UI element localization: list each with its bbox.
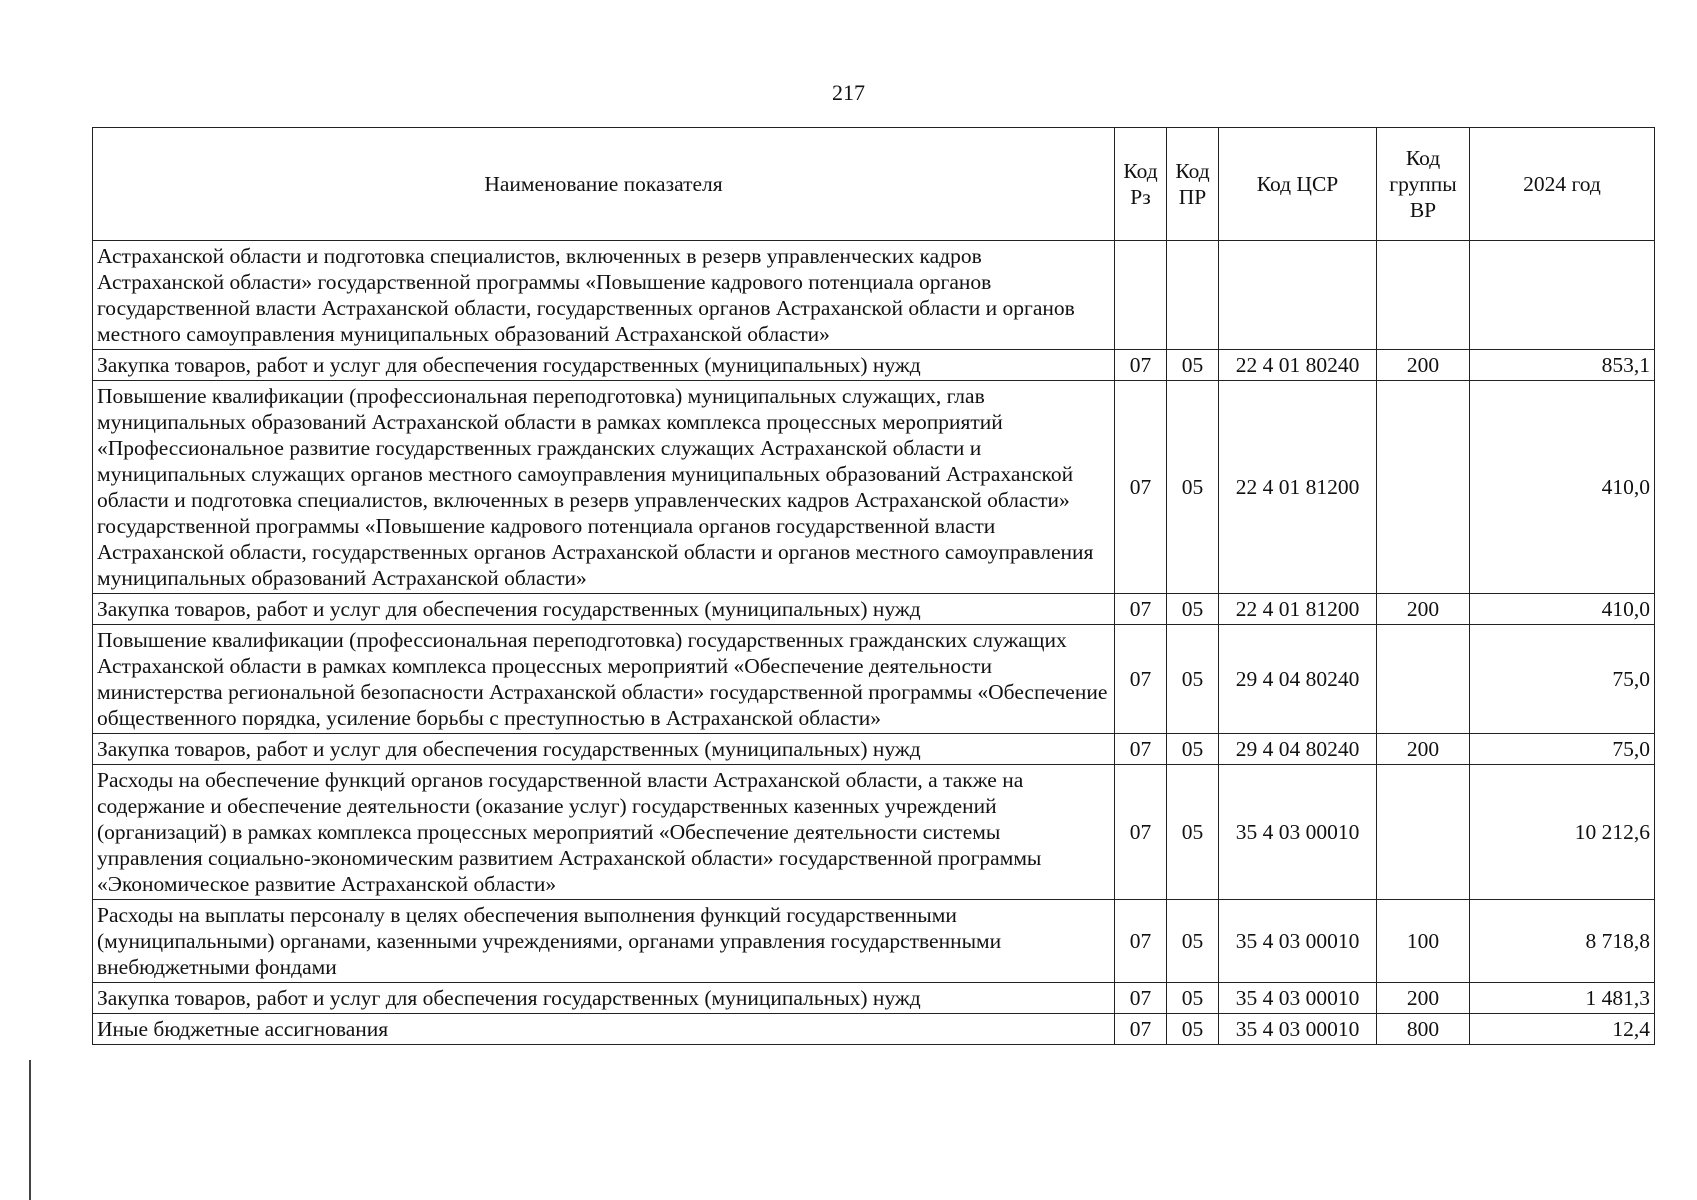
row-amount (1470, 241, 1655, 350)
row-vr: 200 (1377, 734, 1470, 765)
row-amount: 410,0 (1470, 594, 1655, 625)
table-row (93, 625, 1655, 734)
row-csr: 29 4 04 80240 (1219, 734, 1377, 765)
row-amount: 853,1 (1470, 350, 1655, 381)
row-csr: 22 4 01 80240 (1219, 350, 1377, 381)
row-rz: 07 (1115, 350, 1167, 381)
row-name: Повышение квалификации (профессиональная переподготовка) государственных гражданских служащих Астраханской области в рамках комплекса процессных мероприятий «Обеспечение деятельности министерства региональной безопасности Астраханской области» государственной программы «Обеспечение общественного порядка, усиление борьбы с преступностью в Астраханской области» (93, 625, 1115, 734)
row-name: Расходы на выплаты персоналу в целях обеспечения выполнения функций государственными (муниципальными) органами, казенными учреждениями, органами управления государственными внебюджетными фондами (93, 900, 1115, 983)
row-amount: 75,0 (1470, 734, 1655, 765)
row-rz (1115, 241, 1167, 350)
row-vr (1377, 765, 1470, 900)
row-pr: 05 (1167, 983, 1219, 1014)
row-pr: 05 (1167, 1014, 1219, 1045)
row-pr: 05 (1167, 350, 1219, 381)
table-row (93, 983, 1655, 1014)
row-pr: 05 (1167, 765, 1219, 900)
row-rz: 07 (1115, 734, 1167, 765)
row-csr: 35 4 03 00010 (1219, 1014, 1377, 1045)
row-vr (1377, 381, 1470, 594)
row-amount: 75,0 (1470, 625, 1655, 734)
row-rz: 07 (1115, 983, 1167, 1014)
row-amount: 8 718,8 (1470, 900, 1655, 983)
scan-margin-line (29, 1060, 31, 1200)
row-amount: 1 481,3 (1470, 983, 1655, 1014)
row-name: Закупка товаров, работ и услуг для обеспечения государственных (муниципальных) нужд (93, 983, 1115, 1014)
page-number: 217 (832, 80, 865, 105)
table-row (93, 1014, 1655, 1045)
table-row (93, 900, 1655, 983)
row-pr: 05 (1167, 594, 1219, 625)
row-name: Расходы на обеспечение функций органов государственной власти Астраханской области, а также на содержание и обеспечение деятельности (оказание услуг) государственных казенных учреждений (организаций) в рамках комплекса процессных мероприятий «Обеспечение деятельности системы управления социально-экономическим развитием Астраханской области» государственной программы «Экономическое развитие Астраханской области» (93, 765, 1115, 900)
row-rz: 07 (1115, 1014, 1167, 1045)
row-pr (1167, 241, 1219, 350)
row-rz: 07 (1115, 625, 1167, 734)
row-csr: 35 4 03 00010 (1219, 900, 1377, 983)
table-header-row (93, 128, 1655, 241)
row-pr: 05 (1167, 900, 1219, 983)
row-name: Повышение квалификации (профессиональная переподготовка) муниципальных служащих, глав муниципальных образований Астраханской области в рамках комплекса процессных мероприятий «Профессиональное развитие государственных гражданских служащих Астраханской области и муниципальных служащих органов местного самоуправления муниципальных образований Астраханской области и подготовка специалистов, включенных в резерв управленческих кадров Астраханской области» государственной программы «Повышение кадрового потенциала органов государственной власти Астраханской области, государственных органов Астраханской области и органов местного самоуправления муниципальных образований Астраханской области» (93, 381, 1115, 594)
header-pr: Код ПР (1167, 128, 1219, 241)
row-csr (1219, 241, 1377, 350)
table-row (93, 350, 1655, 381)
row-csr: 22 4 01 81200 (1219, 381, 1377, 594)
row-amount: 12,4 (1470, 1014, 1655, 1045)
row-vr: 800 (1377, 1014, 1470, 1045)
row-name: Закупка товаров, работ и услуг для обеспечения государственных (муниципальных) нужд (93, 350, 1115, 381)
row-pr: 05 (1167, 734, 1219, 765)
table-row (93, 594, 1655, 625)
header-vr: Код группы ВР (1377, 128, 1470, 241)
row-vr (1377, 625, 1470, 734)
row-name: Иные бюджетные ассигнования (93, 1014, 1115, 1045)
row-pr: 05 (1167, 381, 1219, 594)
row-name: Закупка товаров, работ и услуг для обеспечения государственных (муниципальных) нужд (93, 594, 1115, 625)
row-name: Астраханской области и подготовка специалистов, включенных в резерв управленческих кадров Астраханской области» государственной программы «Повышение кадрового потенциала органов государственной власти Астраханской области, государственных органов Астраханской области и органов местного самоуправления муниципальных образований Астраханской области» (93, 241, 1115, 350)
row-vr (1377, 241, 1470, 350)
row-vr: 200 (1377, 983, 1470, 1014)
row-name: Закупка товаров, работ и услуг для обеспечения государственных (муниципальных) нужд (93, 734, 1115, 765)
row-csr: 35 4 03 00010 (1219, 765, 1377, 900)
row-rz: 07 (1115, 594, 1167, 625)
row-amount: 10 212,6 (1470, 765, 1655, 900)
table-row (93, 381, 1655, 594)
table-row (93, 765, 1655, 900)
row-vr: 200 (1377, 350, 1470, 381)
row-rz: 07 (1115, 765, 1167, 900)
row-csr: 35 4 03 00010 (1219, 983, 1377, 1014)
budget-table (92, 127, 1655, 1045)
row-rz: 07 (1115, 381, 1167, 594)
header-csr: Код ЦСР (1219, 128, 1377, 241)
header-name: Наименование показателя (93, 128, 1115, 241)
row-vr: 100 (1377, 900, 1470, 983)
table-row (93, 734, 1655, 765)
row-rz: 07 (1115, 900, 1167, 983)
row-amount: 410,0 (1470, 381, 1655, 594)
row-vr: 200 (1377, 594, 1470, 625)
row-csr: 29 4 04 80240 (1219, 625, 1377, 734)
header-year: 2024 год (1470, 128, 1655, 241)
header-rz: Код Рз (1115, 128, 1167, 241)
row-csr: 22 4 01 81200 (1219, 594, 1377, 625)
table-row (93, 241, 1655, 350)
row-pr: 05 (1167, 625, 1219, 734)
